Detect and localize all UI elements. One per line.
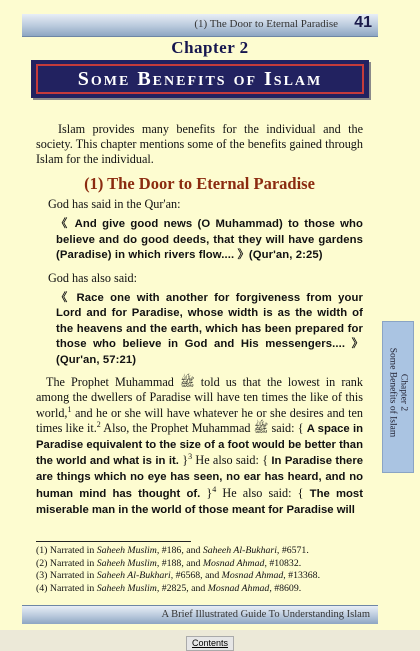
para-text-5: He also said: {	[192, 453, 272, 468]
footnote-num: (4)	[36, 582, 48, 594]
book-title: A Brief Illustrated Guide To Understanding Islam	[161, 609, 370, 620]
footnote-divider	[36, 541, 191, 542]
footnote-2	[36, 558, 376, 571]
footnote-num: (1)	[36, 545, 48, 556]
quran-quote-1: 《 And give good news (O Muhammad) to those who believe and do good deeds, that they will have gardens (Paradise) in which rivers flow.... 》(Qur'an, 2:25)	[56, 218, 363, 262]
para-text-7: He also said: {	[216, 485, 310, 500]
running-title: (1) The Door to Eternal Paradise	[194, 18, 338, 30]
page-number: 41	[354, 14, 372, 31]
page-header	[22, 14, 378, 37]
side-tab-label	[388, 333, 409, 453]
quran-lead-1: God has said in the Qur'an:	[48, 196, 181, 211]
chapter-side-tab[interactable]	[382, 321, 414, 473]
hadith-quote-2: In Paradise there are things which no eye has seen, no ear has heard, and no human mind has thought of.	[36, 455, 364, 500]
footnote-text: Narrated in	[49, 582, 97, 594]
footnote-source: Mosnad Ahmad	[221, 570, 284, 582]
footnote-text: , #2825, and	[156, 582, 208, 594]
footnote-num: (3)	[36, 570, 48, 582]
footnotes	[36, 545, 376, 595]
footnote-source: Saheeh Muslim	[96, 557, 157, 569]
footnote-source: Saheeh Muslim	[96, 582, 157, 594]
footnote-text: , #8609.	[269, 582, 302, 594]
footnote-text: , #186, and	[156, 545, 203, 556]
footnote-ref-3[interactable]: 3	[188, 452, 193, 462]
hadith-quote-1: A space in Paradise equivalent to the size of a foot would be better than the world and what is in it.	[36, 422, 363, 468]
para-text-2: and he or she will have whatever he or she desires and ten times like it.	[36, 405, 363, 435]
footnote-num: (2)	[36, 557, 48, 569]
chapter-title: Some Benefits of Islam	[77, 67, 323, 90]
footnote-ref-4[interactable]: 4	[212, 484, 217, 494]
footnote-1	[36, 545, 376, 558]
para-text-6: }	[200, 485, 213, 500]
chapter-label: Chapter 2	[171, 38, 249, 57]
contents-link[interactable]: Contents	[186, 636, 234, 651]
footnote-text: , #10832.	[264, 557, 302, 569]
page-body	[36, 122, 363, 518]
section-heading: (1) The Door to Eternal Paradise	[84, 173, 315, 193]
hadith-quote-3: The most miserable man in the world of those meant for Paradise will	[36, 487, 363, 516]
hadith-paragraph	[36, 375, 363, 518]
footnote-ref-1[interactable]: 1	[67, 404, 72, 414]
footnote-text: , #13368.	[283, 570, 321, 582]
quran-lead-2: God has also said:	[48, 270, 138, 285]
footnote-text: Narrated in	[49, 545, 97, 556]
para-text-3: Also, the Prophet Muhammad ﷺ said: {	[100, 420, 307, 435]
footnote-text: , #6568, and	[170, 570, 222, 582]
footnote-text: , #188, and	[156, 557, 203, 569]
footnote-4	[36, 583, 376, 596]
footnote-ref-2[interactable]: 2	[96, 419, 101, 429]
footnote-source: Saheeh Al-Bukhari	[96, 570, 171, 582]
footnote-source: Mosnad Ahmad	[202, 557, 265, 569]
page-footer	[22, 605, 378, 624]
footnote-text: Narrated in	[49, 570, 97, 582]
para-text-1: The Prophet Muhammad ﷺ told us that the lowest in rank among the dwellers of Paradise will have ten times the like of this world,	[36, 375, 363, 420]
para-text-4: }	[178, 453, 189, 468]
footnote-source: Saheeh Al-Bukhari	[202, 545, 277, 556]
footnote-3	[36, 570, 376, 583]
side-tab-line-1: Chapter 2	[398, 373, 409, 412]
intro-paragraph: Islam provides many benefits for the individual and the society. This chapter mentions some of the benefits gained through Islam for the individual.	[36, 122, 363, 167]
banner-frame	[36, 64, 364, 94]
footnote-text: , #6571.	[276, 545, 309, 556]
footnote-source: Mosnad Ahmad	[207, 582, 270, 594]
quran-quote-2: 《 Race one with another for forgiveness from your Lord and for Paradise, whose width is as the width of the heavens and the earth, which has been prepared for those who believe in God and His messengers.... 》(Qur'an, 57:21)	[56, 291, 363, 366]
footnote-source: Saheeh Muslim	[96, 545, 157, 556]
side-tab-line-2: Some Benefits of Islam	[388, 347, 398, 438]
footnote-text: Narrated in	[49, 557, 97, 569]
chapter-title-banner	[31, 60, 369, 98]
